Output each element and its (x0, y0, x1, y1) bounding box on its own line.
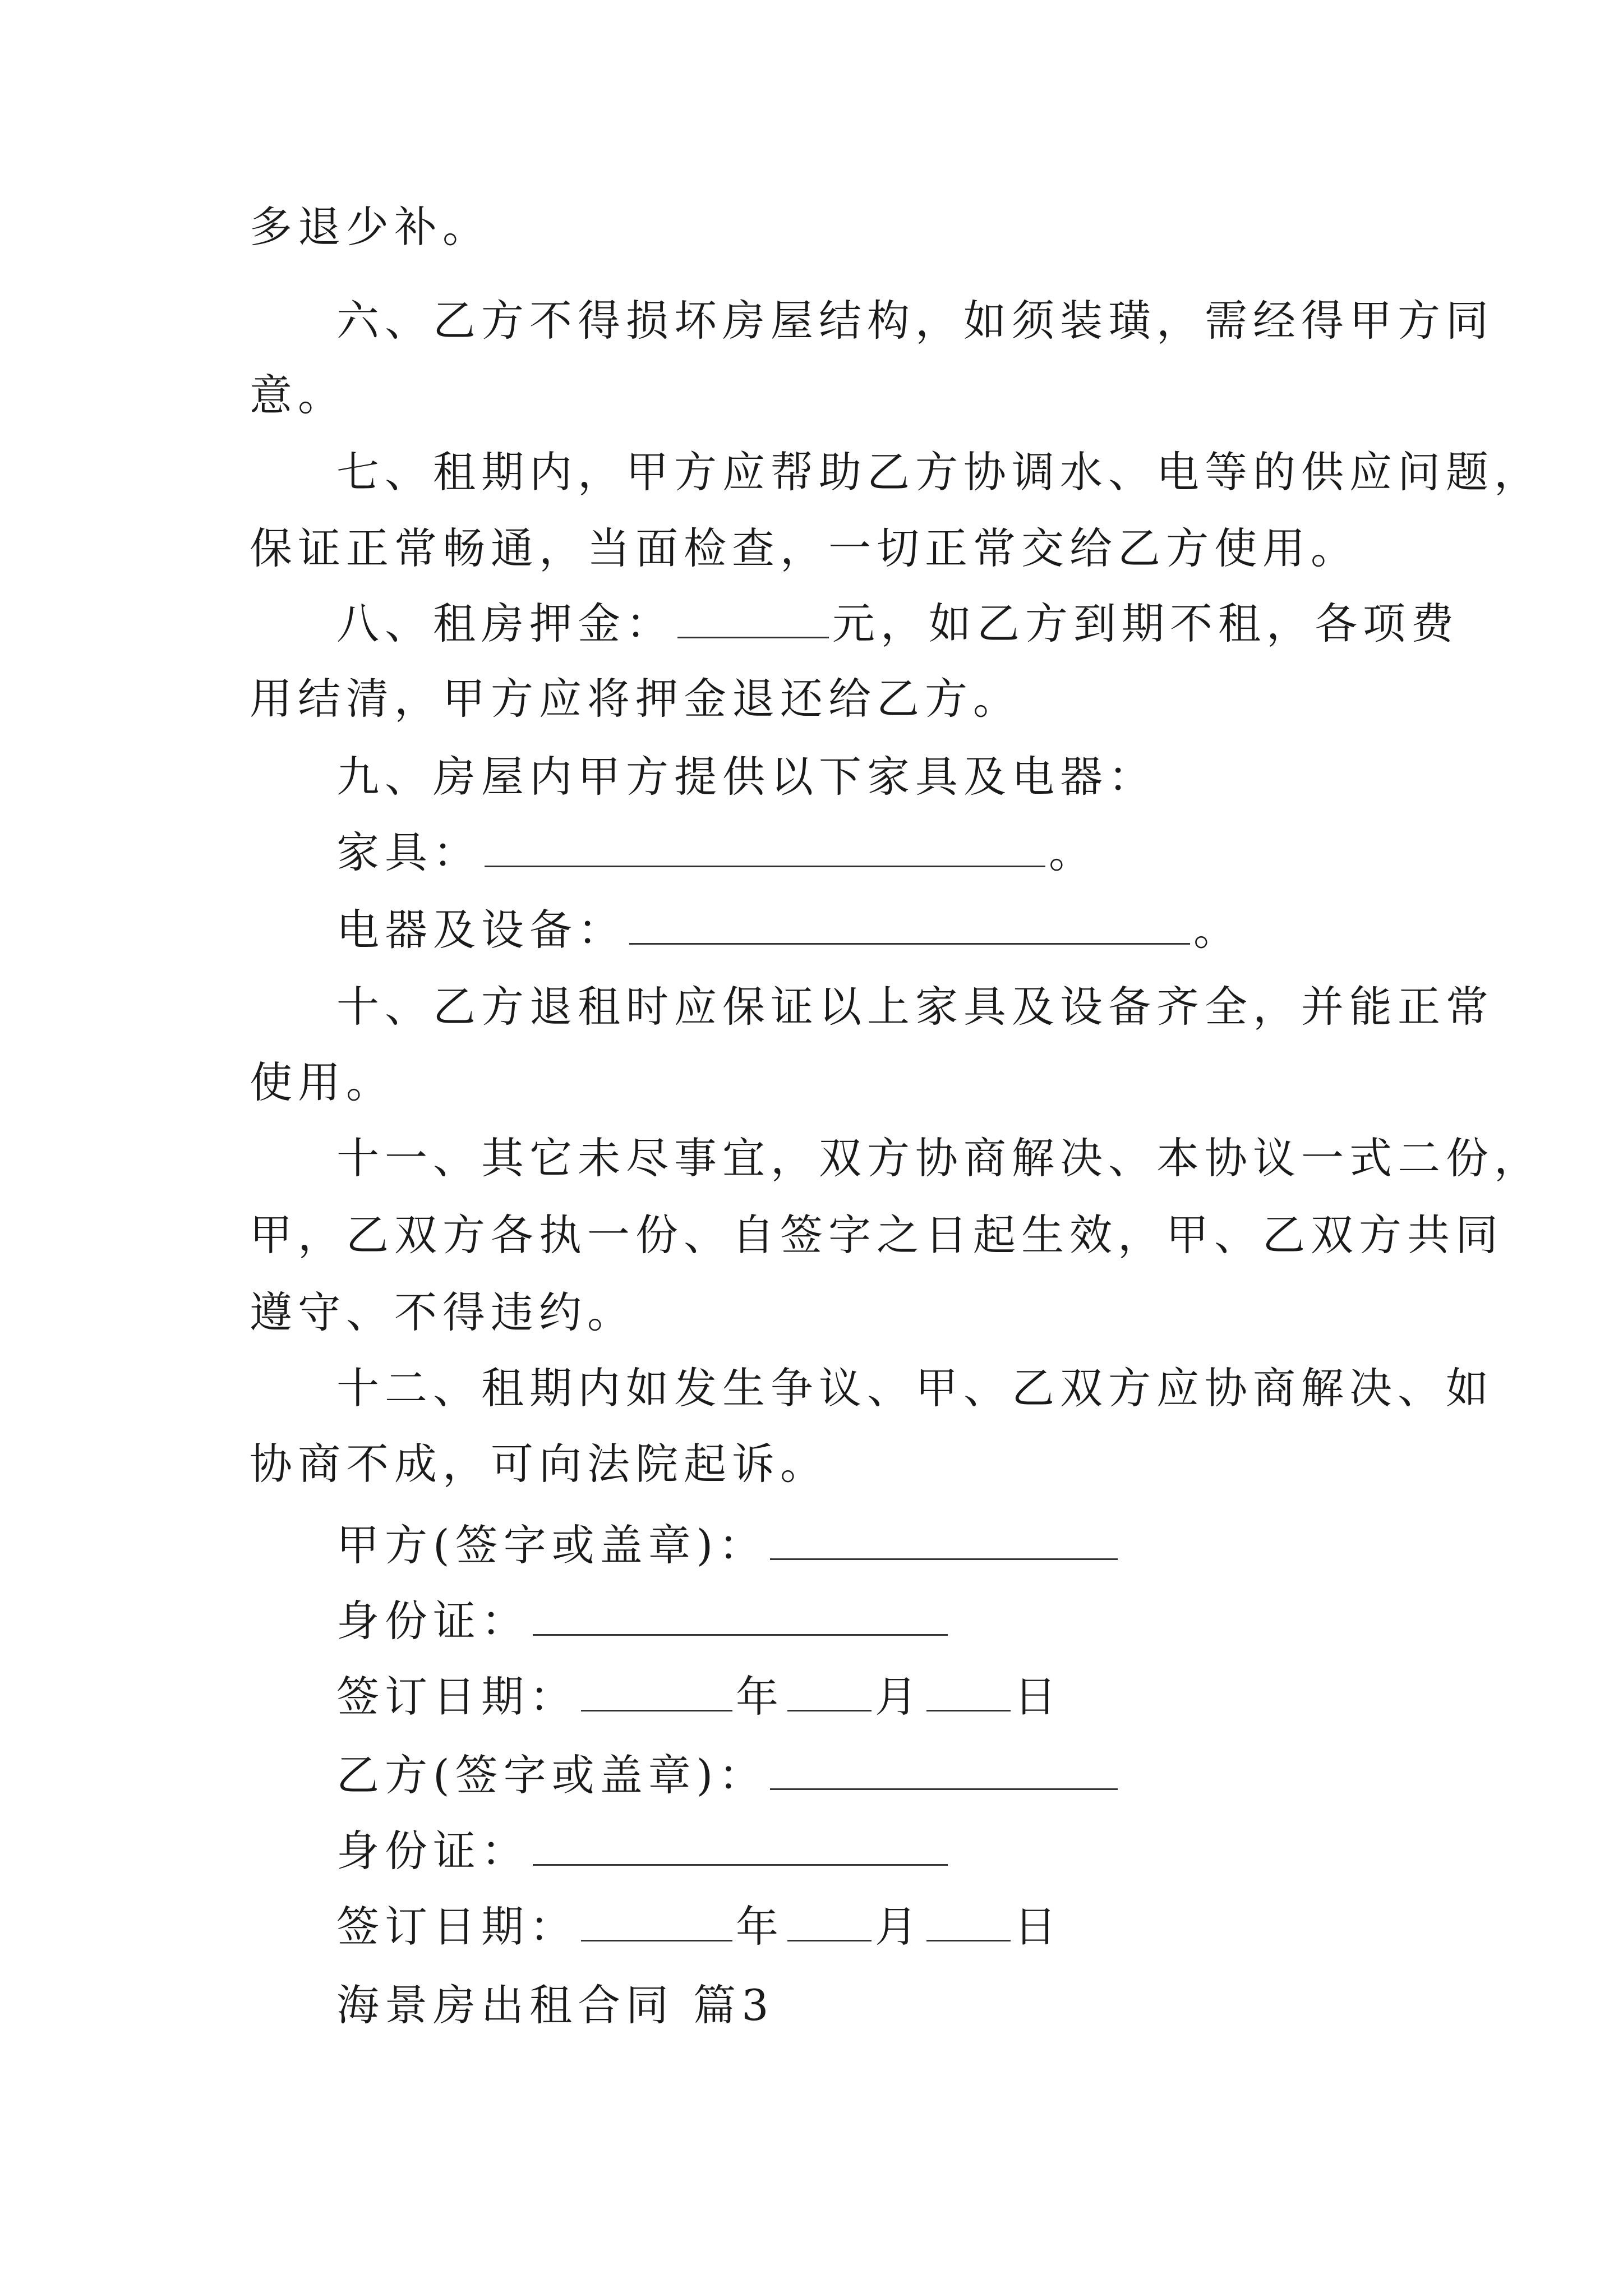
paragraph-line: 遵守、不得违约。 (250, 1287, 635, 1337)
party-a-signature-blank[interactable] (770, 1522, 1118, 1560)
paragraph-line: 十二、租期内如发生争议、甲、乙双方应协商解决、如 (336, 1363, 1494, 1413)
deposit-amount-blank[interactable] (677, 601, 829, 638)
month-text: 月 (875, 1672, 923, 1722)
party-a-signature-line (336, 1517, 1121, 1573)
day-blank[interactable] (926, 1904, 1011, 1941)
party-b-id-line (336, 1823, 951, 1879)
paragraph-line: 甲，乙双方各执一份、自签字之日起生效，甲、乙双方共同 (250, 1210, 1504, 1260)
paragraph-line: 保证正常畅通，当面检查，一切正常交给乙方使用。 (250, 523, 1359, 573)
paragraph-line: 多退少补。 (250, 202, 491, 252)
year-blank[interactable] (581, 1904, 732, 1941)
party-a-id-line (336, 1593, 951, 1649)
furniture-blank[interactable] (485, 830, 1045, 867)
year-blank[interactable] (581, 1674, 732, 1711)
section-title: 海景房出租合同 篇3 (336, 1980, 774, 2030)
party-b-signature-blank[interactable] (770, 1752, 1118, 1790)
day-text: 日 (1014, 1672, 1062, 1722)
month-blank[interactable] (787, 1904, 872, 1941)
id-label: 身份证： (336, 1596, 529, 1646)
day-blank[interactable] (926, 1674, 1011, 1711)
paragraph-line: 用结清，甲方应将押金退还给乙方。 (250, 674, 1021, 724)
party-b-signature-line (336, 1747, 1121, 1803)
date-label: 签订日期： (336, 1672, 578, 1722)
day-text: 日 (1014, 1902, 1062, 1952)
period: 。 (1049, 827, 1097, 877)
party-b-id-blank[interactable] (533, 1828, 948, 1866)
year-text: 年 (736, 1902, 784, 1952)
paragraph-line: 十一、其它未尽事宜，双方协商解决、本协议一式二份， (336, 1133, 1542, 1183)
party-b-date-line (336, 1899, 1062, 1955)
paragraph-line: 意。 (250, 370, 346, 420)
party-a-label: 甲方(签字或盖章)： (336, 1520, 767, 1570)
id-label: 身份证： (336, 1826, 529, 1876)
furniture-label: 家具： (336, 827, 481, 877)
paragraph-line: 七、租期内，甲方应帮助乙方协调水、电等的供应问题， (336, 447, 1542, 497)
period: 。 (1193, 905, 1242, 955)
paragraph-line: 九、房屋内甲方提供以下家具及电器： (336, 752, 1156, 802)
paragraph-line: 使用。 (250, 1057, 394, 1107)
paragraph-line: 六、乙方不得损坏房屋结构，如须装璜，需经得甲方同 (336, 296, 1494, 346)
party-a-id-blank[interactable] (533, 1598, 948, 1636)
paragraph-line: 协商不成，可向法院起诉。 (250, 1439, 828, 1489)
paragraph-line: 十、乙方退租时应保证以上家具及设备齐全，并能正常 (336, 982, 1494, 1032)
date-label: 签订日期： (336, 1902, 578, 1952)
deposit-line (336, 596, 1459, 652)
month-blank[interactable] (787, 1674, 872, 1711)
furniture-line (336, 825, 1097, 881)
deposit-label: 八、租房押金： (336, 599, 674, 648)
month-text: 月 (875, 1902, 923, 1952)
appliances-blank[interactable] (629, 907, 1190, 945)
appliances-line (336, 902, 1242, 958)
deposit-text: 元，如乙方到期不租，各项费 (832, 599, 1459, 648)
year-text: 年 (736, 1672, 784, 1722)
party-a-date-line (336, 1669, 1062, 1725)
appliances-label: 电器及设备： (336, 905, 626, 955)
party-b-label: 乙方(签字或盖章)： (336, 1750, 767, 1800)
